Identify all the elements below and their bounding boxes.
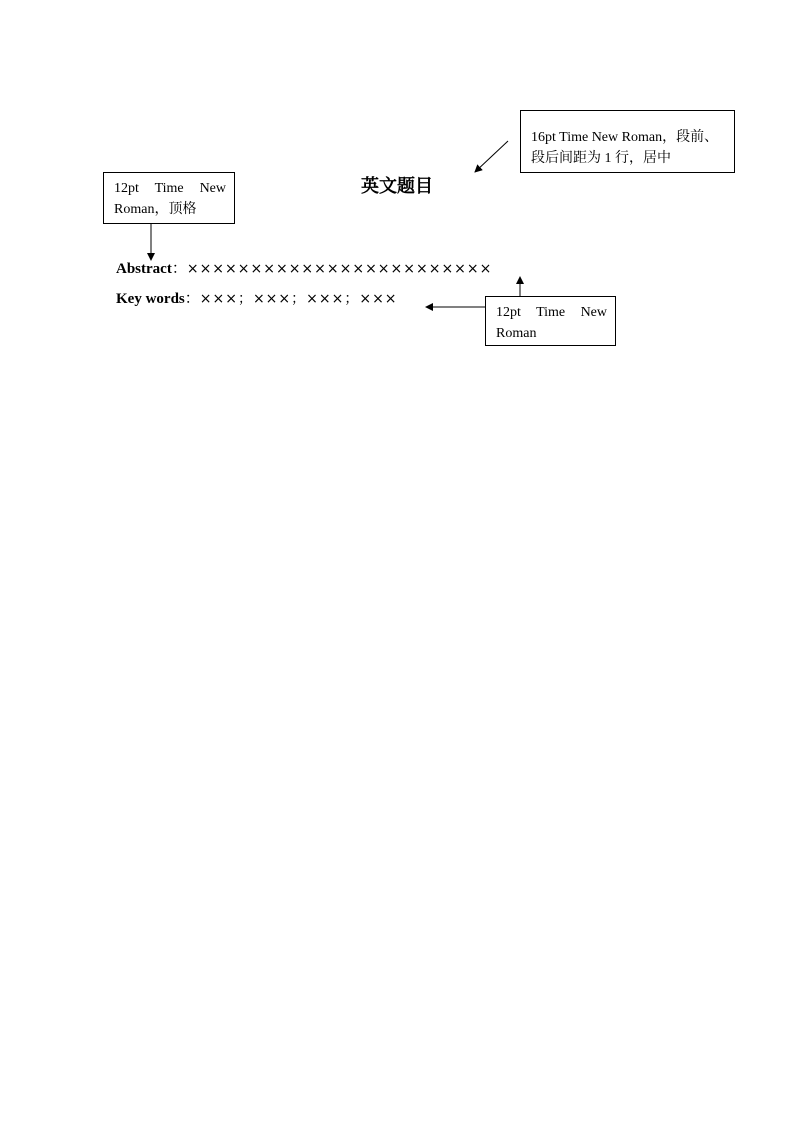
abstract-label: Abstract bbox=[116, 261, 172, 277]
keywords-line bbox=[116, 289, 398, 309]
keywords-format-note bbox=[485, 296, 616, 346]
title-format-note bbox=[520, 110, 735, 173]
keywords-content: ×××；×××；×××；××× bbox=[199, 291, 398, 307]
abstract-format-note bbox=[103, 172, 235, 224]
keywords-label: Key words bbox=[116, 291, 185, 307]
abstract-format-note-line-2: Roman，顶格 bbox=[114, 202, 197, 217]
title-note-arrow bbox=[475, 141, 508, 172]
keywords-separator: ： bbox=[184, 291, 200, 307]
abstract-separator: ： bbox=[171, 261, 187, 277]
abstract-content: ×××××××××××××××××××××××× bbox=[186, 261, 493, 277]
keywords-format-note-line-1: 12pt Time New bbox=[496, 305, 607, 320]
keywords-format-note-line-2: Roman bbox=[496, 326, 537, 341]
title-format-note-line-1: 16pt Time New Roman，段前、 bbox=[531, 130, 719, 145]
abstract-line bbox=[116, 259, 492, 279]
title-format-note-line-2: 段后间距为 1 行，居中 bbox=[531, 151, 671, 166]
abstract-format-note-line-1: 12pt Time New bbox=[114, 181, 226, 196]
english-title: 英文题目 bbox=[361, 176, 433, 197]
